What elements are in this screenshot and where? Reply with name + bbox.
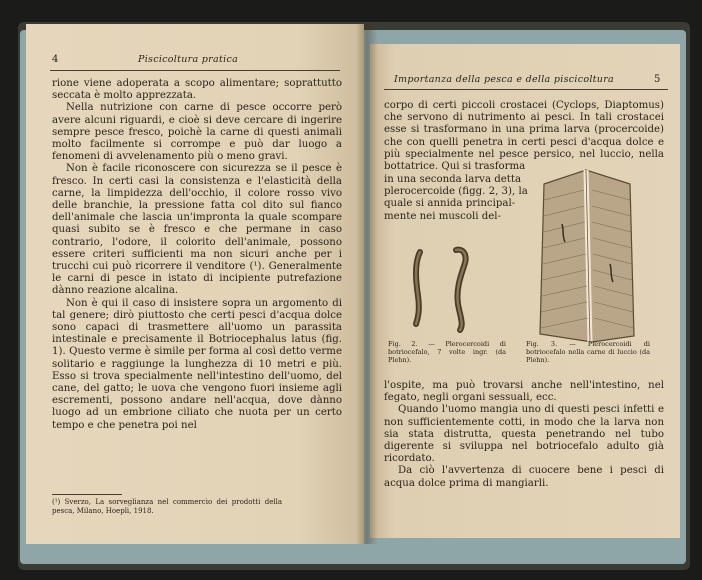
side-line-3: quale si annida principal- [384, 198, 516, 210]
left-page-number: 4 [52, 54, 59, 65]
right-body-bottom [384, 380, 664, 490]
book-gutter-shadow [356, 24, 378, 544]
left-paragraph-2: Nella nutrizione con carne di pesce occorre però avere alcuni riguardi, e cioè si deve cercare di ingerire sempre pesce fresco, poichè la carne di questi animali molto facilmente si corrompe e può dar luogo a fenomeni di avvelenamento più o meno gravi. [52, 102, 342, 163]
right-side-text [384, 174, 528, 223]
footnote-rule [52, 494, 122, 495]
figure-3-pike-flesh-illustration [532, 164, 642, 344]
right-running-head: Importanza della pesca e della piscicoltura [394, 74, 615, 85]
right-paragraph-3: Quando l'uomo mangia uno di questi pesci infetti e non sufficientemente cotti, in modo che la larva non sia stata distrutta, questa penetrando nel tubo digerente si sviluppa nel botriocefalo adulto già ricordato. [384, 404, 664, 465]
figure-2-caption: Fig. 2. — Plerocercoidi di botriocefalo, 7 volte ingr. (da Plehn). [388, 340, 506, 364]
right-header-rule [384, 89, 668, 90]
left-header-rule [50, 70, 340, 71]
right-paragraph-4: Da ciò l'avvertenza di cuocere bene i pesci di acqua dolce prima di mangiarli. [384, 465, 664, 489]
left-footnote: (¹) Sverzo, La sorveglianza nel commercio dei prodotti della pesca, Milano, Hoepli, 1918. [52, 498, 282, 515]
left-page [26, 24, 364, 544]
right-body-top [384, 100, 664, 173]
side-line-1: in una seconda larva detta [384, 174, 522, 185]
left-body-text [52, 78, 342, 432]
side-line-2: plerocercoide (figg. 2, 3), la [384, 186, 528, 198]
left-running-head: Piscicoltura pratica [138, 54, 239, 65]
figure-3-caption: Fig. 3. — Plerocercoidi di botriocefalo nella carne di luccio (da Plehn). [526, 340, 650, 364]
left-paragraph-1: rione viene adoperata a scopo alimentare; soprattutto seccata è molto apprezzata. [52, 78, 342, 102]
left-paragraph-4: Non è qui il caso di insistere sopra un argomento di tal genere; dirò piuttosto che certi pesci d'acqua dolce sono capaci di trasmettere all'uomo un parassita intestinale e precisamente il Botriocephalus latus (fig. 1). Questo verme è simile per forma al così detto verme solitario e raggiunge la lunghezza di 10 metri e più. Esso si trova specialmente nell'intestino dell'uomo, del cane, del gatto; le uova che vengono fuori insieme agli escrementi, possono andare nell'acqua, dove dànno luogo ad un embrione ciliato che nuota per un certo tempo e che penetra poi nel [52, 297, 342, 431]
right-page-number: 5 [654, 74, 661, 85]
left-paragraph-3: Non è facile riconoscere con sicurezza se il pesce è fresco. In certi casi la consistenza e l'elasticità della carne, la limpidezza dell'occhio, il colore rosso vivo delle branchie, la pressione fatta col dito sul fianco dell'animale che lascia un'impronta la quale scompare quasi subito se è fresco e che permane in caso contrario, l'odore, il colorito dell'animale, possono essere criteri sufficienti ma non sicuri anche per i trucchi cui può ricorrere il venditore (¹). Generalmente le carni di pesce in istato di incipiente putrefazione dànno reazione alcalina. [52, 163, 342, 297]
right-paragraph-2: l'ospite, ma può trovarsi anche nell'intestino, nel fegato, negli organi sessuali, ecc. [384, 380, 664, 404]
figure-2-larvae-illustration [398, 244, 488, 334]
side-line-4: mente nei muscoli del- [384, 210, 501, 222]
right-paragraph-1: corpo di certi piccoli crostacei (Cyclops, Diaptomus) che servono di nutrimento ai pesci. In tali crostacei esse si trasformano in una prima larva (procercoide) che con quelli penetra in certi pesci d'acqua dolce e più specialmente nel pesce persico, nel luccio, nella bottatrice. Qui si trasforma [384, 100, 664, 173]
right-page [370, 44, 680, 538]
